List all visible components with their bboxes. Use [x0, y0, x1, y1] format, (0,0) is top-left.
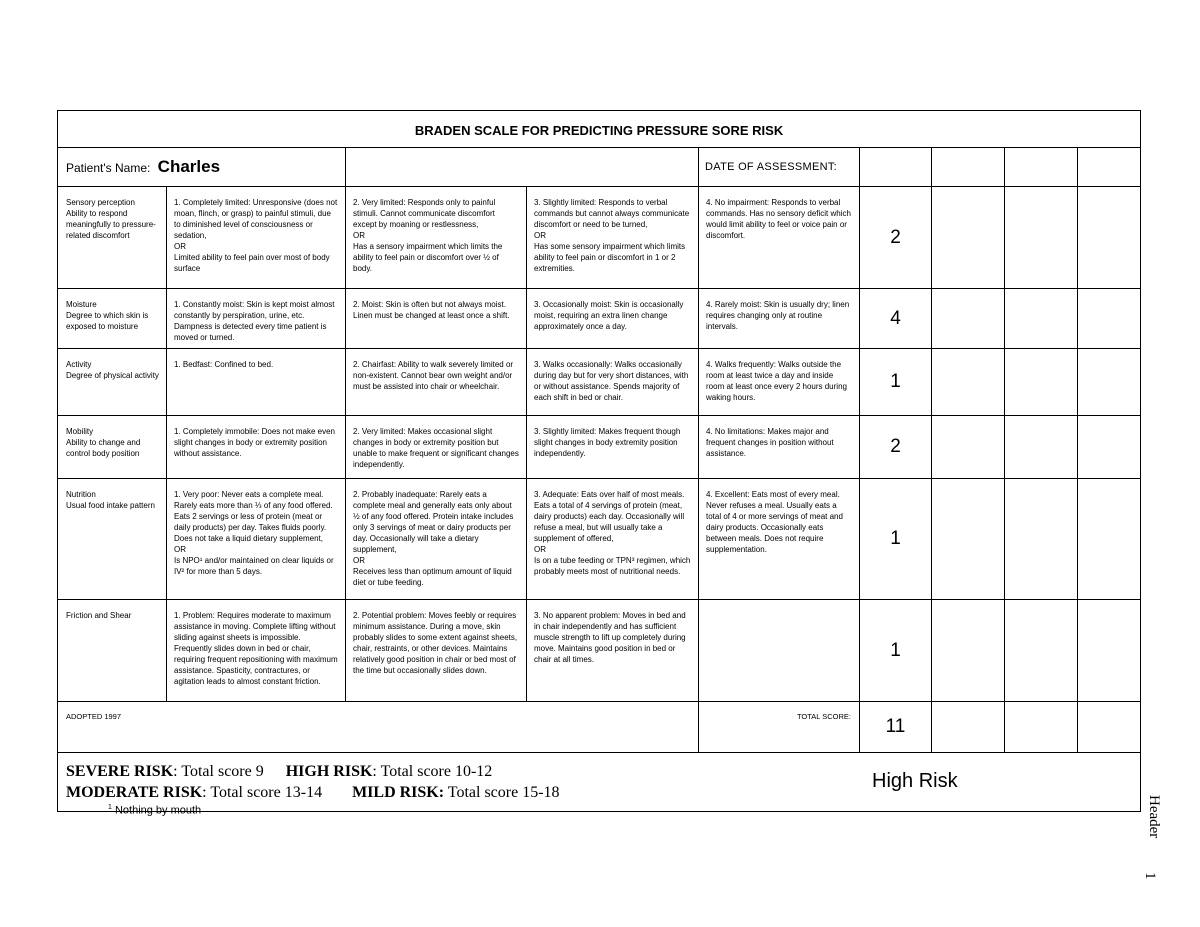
- risk-line-2: [66, 782, 1140, 803]
- total-score-value: 11: [860, 702, 932, 753]
- date-cell-1: [860, 148, 932, 187]
- level-2-description: 2. Chairfast: Ability to walk severely limited or non-existent. Cannot bear own weight and/or must be assisted into chair or wheelchair.: [346, 349, 527, 416]
- level-3-description: 3. Slightly limited: Makes frequent though slight changes in body extremity position independently.: [527, 416, 699, 479]
- form-title: BRADEN SCALE FOR PREDICTING PRESSURE SORE RISK: [58, 111, 1141, 148]
- mild-risk-value: Total score 15-18: [444, 784, 560, 801]
- criteria-row: [58, 187, 1141, 289]
- level-1-description: 1. Very poor: Never eats a complete meal. Rarely eats more than ⅓ of any food offered. Eats 2 servings or less of protein (meat or daily products) per day. Takes fluids poorly. Does not take a liquid dietary supplement, OR Is NPO¹ and/or maintained on clear liquids or IV² for more than 5 days.: [167, 479, 346, 600]
- high-risk-value: : Total score 10-12: [372, 763, 493, 780]
- severe-risk-label: SEVERE RISK: [66, 763, 174, 780]
- level-3-description: 3. Occasionally moist: Skin is occasionally moist, requiring an extra linen change approximately once a day.: [527, 289, 699, 349]
- score-cell-2: [932, 479, 1005, 600]
- criteria-row: [58, 349, 1141, 416]
- criteria-rows: [58, 187, 1141, 702]
- score-cell-3: [1005, 416, 1078, 479]
- moderate-risk-value: : Total score 13-14: [202, 784, 323, 801]
- level-4-description: 4. Walks frequently: Walks outside the room at least twice a day and inside room at least once every 2 hours during waking hours.: [699, 349, 860, 416]
- score-cell: 1: [860, 349, 932, 416]
- adopted-note: ADOPTED 1997: [58, 702, 699, 753]
- score-cell-2: [932, 289, 1005, 349]
- score-cell-3: [1005, 600, 1078, 702]
- score-cell-3: [1005, 289, 1078, 349]
- criteria-category: Activity Degree of physical activity: [58, 349, 167, 416]
- level-2-description: 2. Potential problem: Moves feebly or requires minimum assistance. During a move, skin probably slides to some extent against sheets, chair, restraints, or other devices. Maintains relatively good position in chair or bed most of the time but occasionally slides down.: [346, 600, 527, 702]
- criteria-row: [58, 289, 1141, 349]
- patient-name-value: Charles: [157, 157, 221, 176]
- score-cell: 2: [860, 416, 932, 479]
- level-4-description: 4. No limitations: Makes major and frequent changes in position without assistance.: [699, 416, 860, 479]
- criteria-row: [58, 600, 1141, 702]
- level-1-description: 1. Completely limited: Unresponsive (does not moan, flinch, or grasp) to painful stimuli, due to diminished level of consciousness or sedation, OR Limited ability to feel pain over most of body surface: [167, 187, 346, 289]
- score-cell: 1: [860, 479, 932, 600]
- blank-header-cell: [346, 148, 699, 187]
- footnote-mark: 1: [108, 804, 112, 811]
- criteria-row: [58, 479, 1141, 600]
- score-cell-4: [1078, 600, 1141, 702]
- score-cell-3: [1005, 349, 1078, 416]
- score-cell-4: [1078, 416, 1141, 479]
- level-1-description: 1. Completely immobile: Does not make even slight changes in body or extremity position without assistance.: [167, 416, 346, 479]
- criteria-category: Friction and Shear: [58, 600, 167, 702]
- patient-name-cell: [58, 148, 346, 187]
- score-cell: 1: [860, 600, 932, 702]
- score-cell-2: [932, 416, 1005, 479]
- total-cell-3: [1005, 702, 1078, 753]
- score-cell: 4: [860, 289, 932, 349]
- footnote: [108, 804, 201, 817]
- moderate-risk-label: MODERATE RISK: [66, 784, 203, 801]
- level-1-description: 1. Bedfast: Confined to bed.: [167, 349, 346, 416]
- total-cell-4: [1078, 702, 1141, 753]
- date-cell-3: [1005, 148, 1078, 187]
- level-4-description: 4. No impairment: Responds to verbal commands. Has no sensory deficit which would limit ability to feel or voice pain or discomfort.: [699, 187, 860, 289]
- criteria-category: Nutrition Usual food intake pattern: [58, 479, 167, 600]
- level-4-description: [699, 600, 860, 702]
- level-4-description: 4. Rarely moist: Skin is usually dry; linen requires changing only at routine intervals.: [699, 289, 860, 349]
- total-cell-2: [932, 702, 1005, 753]
- risk-result: High Risk: [872, 770, 958, 792]
- mild-risk-label: MILD RISK:: [352, 784, 445, 801]
- score-cell-3: [1005, 479, 1078, 600]
- level-2-description: 2. Moist: Skin is often but not always moist. Linen must be changed at least once a shift.: [346, 289, 527, 349]
- level-4-description: 4. Excellent: Eats most of every meal. Never refuses a meal. Usually eats a total of 4 or more servings of meat and dairy products. Occasionally eats between meals. Does not require supplementation.: [699, 479, 860, 600]
- level-2-description: 2. Very limited: Makes occasional slight changes in body or extremity position but unable to make frequent or significant changes independently.: [346, 416, 527, 479]
- level-3-description: 3. Adequate: Eats over half of most meals. Eats a total of 4 servings of protein (meat, dairy products) each day. Occasionally will refuse a meal, but will usually take a supplement of offered, OR Is on a tube feeding or TPN³ regimen, which probably meets most of nutritional needs.: [527, 479, 699, 600]
- criteria-category: Mobility Ability to change and control body position: [58, 416, 167, 479]
- score-cell-4: [1078, 187, 1141, 289]
- score-cell-3: [1005, 187, 1078, 289]
- page-header-text: Header: [1146, 795, 1162, 839]
- score-cell: 2: [860, 187, 932, 289]
- level-2-description: 2. Very limited: Responds only to painful stimuli. Cannot communicate discomfort except by moaning or restlessness, OR Has a sensory impairment which limits the ability to feel pain or discomfort over ½ of body.: [346, 187, 527, 289]
- level-1-description: 1. Constantly moist: Skin is kept moist almost constantly by perspiration, urine, etc. Dampness is detected every time patient is moved or turned.: [167, 289, 346, 349]
- total-score-label: TOTAL SCORE:: [699, 702, 860, 753]
- page-number: 1: [1142, 872, 1158, 880]
- score-cell-4: [1078, 289, 1141, 349]
- braden-scale-form: [57, 110, 1140, 812]
- severe-risk-value: : Total score 9: [173, 763, 264, 780]
- date-cell-2: [932, 148, 1005, 187]
- criteria-category: Moisture Degree to which skin is exposed to moisture: [58, 289, 167, 349]
- risk-line-1: [66, 761, 1140, 782]
- score-cell-4: [1078, 479, 1141, 600]
- level-1-description: 1. Problem: Requires moderate to maximum assistance in moving. Complete lifting without sliding against sheets is impossible. Frequently slides down in bed or chair, requiring frequent repositioning with maximum assistance. Spasticity, contractures, or agitation leads to almost constant friction.: [167, 600, 346, 702]
- level-3-description: 3. No apparent problem: Moves in bed and in chair independently and has sufficient muscle strength to lift up completely during move. Maintains good position in bed or chair at all times.: [527, 600, 699, 702]
- score-cell-4: [1078, 349, 1141, 416]
- score-cell-2: [932, 187, 1005, 289]
- level-3-description: 3. Walks occasionally: Walks occasionally during day but for very short distances, with or without assistance. Spends majority of each shift in bed or chair.: [527, 349, 699, 416]
- criteria-row: [58, 416, 1141, 479]
- date-of-assessment-label: DATE OF ASSESSMENT:: [699, 148, 860, 187]
- high-risk-label: HIGH RISK: [285, 763, 373, 780]
- braden-table: [57, 110, 1141, 812]
- footnote-text: Nothing by mouth: [111, 804, 202, 817]
- patient-name-label: Patient's Name:: [66, 161, 151, 175]
- score-cell-2: [932, 600, 1005, 702]
- score-cell-2: [932, 349, 1005, 416]
- criteria-category: Sensory perception Ability to respond meaningfully to pressure-related discomfort: [58, 187, 167, 289]
- date-cell-4: [1078, 148, 1141, 187]
- level-3-description: 3. Slightly limited: Responds to verbal commands but cannot always communicate discomfort or need to be turned, OR Has some sensory impairment which limits ability to feel pain or discomfort in 1 or 2 extremities.: [527, 187, 699, 289]
- level-2-description: 2. Probably inadequate: Rarely eats a complete meal and generally eats only about ½ of any food offered. Protein intake includes only 3 servings of meat or dairy products per day. Occasionally will take a dietary supplement, OR Receives less than optimum amount of liquid diet or tube feeding.: [346, 479, 527, 600]
- risk-legend: [58, 753, 1141, 812]
